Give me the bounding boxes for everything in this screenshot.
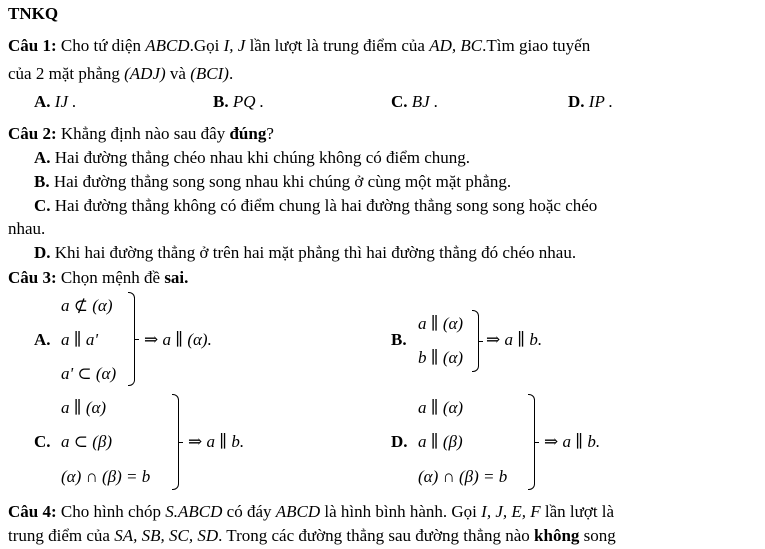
q1-bci: (BCI) (190, 64, 229, 83)
q3-option-d-key: D. (391, 432, 408, 451)
q2-emphasis: đúng (229, 124, 267, 143)
q4-text-b: có đáy (222, 502, 276, 521)
question-4-line-2 (8, 526, 616, 546)
q3-emphasis: sai. (164, 268, 189, 287)
q3-d-brace (528, 394, 535, 490)
q1-option-d (568, 92, 613, 112)
q3-c-premise-2: a ⊂ (β) (61, 432, 113, 451)
q3-a-premise-3: a' ⊂ (α) (61, 364, 117, 383)
q1-option-a (34, 92, 77, 112)
question-2-stem (8, 124, 274, 144)
q4-text-a: Cho hình chóp (56, 502, 166, 521)
q2-option-b-text: Hai đường thẳng song song nhau khi chúng ở cùng một mặt phẳng. (49, 172, 512, 191)
q1-text-c: lần lượt là trung điểm của (245, 36, 430, 55)
q3-c-brace (172, 394, 179, 490)
q2-end: ? (266, 124, 274, 143)
q2-option-b-key: B. (34, 172, 50, 191)
q4-text-c: là hình bình hành. Gọi (320, 502, 482, 521)
question-2-label: Câu 2: (8, 124, 57, 143)
q2-option-a-key: A. (34, 148, 51, 167)
q2-option-d (34, 243, 576, 263)
q2-option-b (34, 172, 511, 192)
q3-b-premise-2: b ∥ (α) (418, 348, 464, 367)
q1-option-d-value: IP . (588, 92, 614, 111)
q4-sabcd: S.ABCD (165, 502, 223, 521)
q1-ij: I, J (223, 36, 246, 55)
q1-text-d: .Tìm giao tuyến (482, 36, 591, 55)
question-1-label: Câu 1: (8, 36, 57, 55)
q1-line2-a: của 2 mặt phẳng (8, 64, 125, 83)
q3-d-premise-1: a ∥ (α) (418, 398, 464, 417)
question-4-line-1 (8, 502, 614, 522)
q3-b-brace (472, 310, 479, 372)
q4-line2-c: song (579, 526, 616, 545)
q2-option-a-text: Hai đường thẳng chéo nhau khi chúng không có điểm chung. (50, 148, 471, 167)
q3-c-premise-3: (α) ∩ (β) = b (61, 467, 151, 486)
q2-option-c-text: Hai đường thẳng không có điểm chung là hai đường thẳng song song hoặc chéo (50, 196, 598, 215)
q2-option-a (34, 148, 470, 168)
q4-line2-a: trung điểm của (8, 526, 115, 545)
q3-text: Chọn mệnh đề (56, 268, 165, 287)
q1-option-c-key: C. (391, 92, 408, 111)
q4-emphasis: không (534, 526, 580, 545)
q3-a-brace (128, 292, 135, 386)
q1-adbc: AD, BC (429, 36, 483, 55)
q4-edges: SA, SB, SC, SD (114, 526, 219, 545)
document-title: TNKQ (8, 4, 59, 23)
q1-option-b-value: PQ . (232, 92, 265, 111)
q3-a-premise-1: a ⊄ (α) (61, 296, 113, 315)
q3-d-premise-2: a ∥ (β) (418, 432, 463, 451)
q4-line2-b: . Trong các đường thẳng sau đường thẳng nào (218, 526, 535, 545)
q1-option-b-key: B. (213, 92, 229, 111)
q2-option-d-key: D. (34, 243, 51, 262)
q2-option-c-key: C. (34, 196, 51, 215)
question-3-label: Câu 3: (8, 268, 57, 287)
q1-option-a-value: IJ . (54, 92, 77, 111)
q2-option-c (34, 196, 597, 216)
question-1-line-2 (8, 64, 233, 84)
q3-a-conclusion: ⇒ a ∥ (α). (144, 330, 212, 349)
q3-option-b-key: B. (391, 330, 407, 349)
q2-option-c-continued: nhau. (8, 219, 46, 238)
question-1-line-1 (8, 36, 590, 56)
q3-option-a-key: A. (34, 330, 51, 349)
q3-d-premise-3: (α) ∩ (β) = b (418, 467, 508, 486)
q1-option-c (391, 92, 438, 112)
q4-text-d: lần lượt là (540, 502, 615, 521)
q1-abcd: ABCD (145, 36, 190, 55)
q1-option-c-value: BJ . (411, 92, 439, 111)
q3-b-conclusion: ⇒ a ∥ b. (486, 330, 543, 349)
question-4-label: Câu 4: (8, 502, 57, 521)
q1-option-d-key: D. (568, 92, 585, 111)
q1-adj: (ADJ) (124, 64, 166, 83)
q1-line2-c: . (228, 64, 234, 83)
q3-c-premise-1: a ∥ (α) (61, 398, 107, 417)
q1-option-a-key: A. (34, 92, 51, 111)
q1-text-b: .Gọi (189, 36, 224, 55)
q4-abcd: ABCD (275, 502, 321, 521)
q3-b-premise-1: a ∥ (α) (418, 314, 464, 333)
q3-d-conclusion: ⇒ a ∥ b. (544, 432, 601, 451)
q3-a-premise-2: a ∥ a' (61, 330, 98, 349)
q1-option-b (213, 92, 264, 112)
q3-option-c-key: C. (34, 432, 51, 451)
q2-option-d-text: Khi hai đường thẳng ở trên hai mặt phẳng thì hai đường thẳng đó chéo nhau. (50, 243, 577, 262)
q2-text: Khẳng định nào sau đây (56, 124, 230, 143)
q1-text-a: Cho tứ diện (60, 36, 146, 55)
question-3-stem (8, 268, 188, 288)
q3-c-conclusion: ⇒ a ∥ b. (188, 432, 245, 451)
q4-ijef: I, J, E, F (481, 502, 541, 521)
q1-line2-b: và (165, 64, 191, 83)
